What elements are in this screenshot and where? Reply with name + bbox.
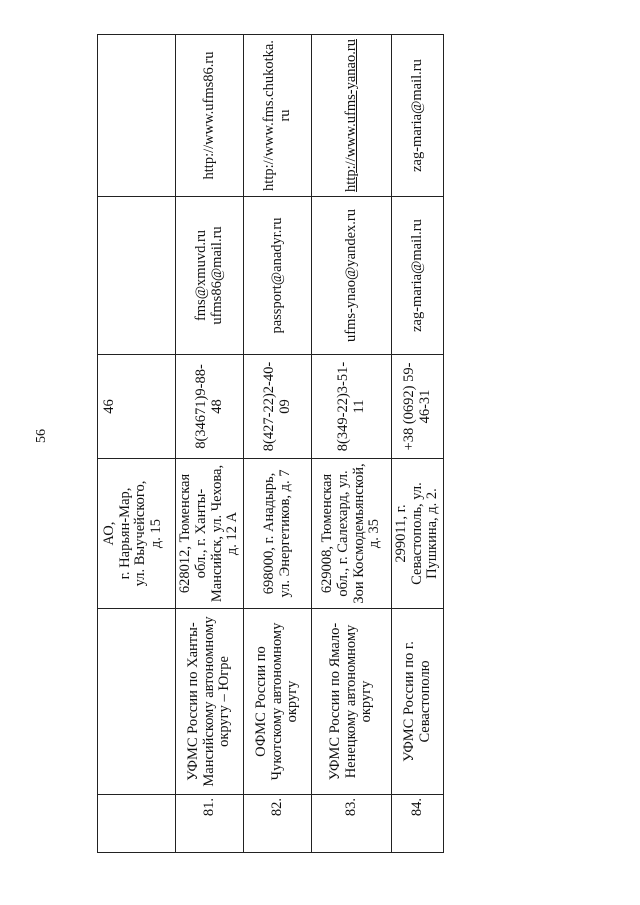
office-name: УФМС России по Ямало-Ненецкому автономному округу bbox=[312, 609, 392, 795]
office-website[interactable] bbox=[312, 35, 392, 197]
office-phone: 8(427-22)2-40-09 bbox=[244, 355, 312, 459]
table-row bbox=[392, 35, 444, 853]
office-email bbox=[98, 197, 176, 355]
page-number: 56 bbox=[34, 429, 49, 443]
contacts-table bbox=[97, 34, 444, 853]
row-number: 84. bbox=[392, 795, 444, 853]
office-name: УФМС России по Ханты-Мансийскому автономному округу – Югре bbox=[176, 609, 244, 795]
office-website[interactable]: zag-maria@mail.ru bbox=[392, 35, 444, 197]
office-address: АО, г. Нарьян-Мар, ул. Выучейского, д. 15 bbox=[98, 459, 176, 609]
office-phone: +38 (0692) 59-46-31 bbox=[392, 355, 444, 459]
office-address: 628012, Тюменская обл., г. Ханты-Мансийск, ул. Чехова, д. 12 А bbox=[176, 459, 244, 609]
office-address: 698000, г. Анадырь, ул. Энергетиков, д. 7 bbox=[244, 459, 312, 609]
row-number: 81. bbox=[176, 795, 244, 853]
table-row bbox=[244, 35, 312, 853]
table-row bbox=[176, 35, 244, 853]
office-website bbox=[98, 35, 176, 197]
row-number bbox=[98, 795, 176, 853]
office-email[interactable]: passport@anadyr.ru bbox=[244, 197, 312, 355]
office-email[interactable]: ufms-ynao@yandex.ru bbox=[312, 197, 392, 355]
office-phone: 8(34671)9-88-48 bbox=[176, 355, 244, 459]
office-phone: 8(349-22)3-51-11 bbox=[312, 355, 392, 459]
office-name: ОФМС России по Чукотскому автономному округу bbox=[244, 609, 312, 795]
office-name: УФМС России по г. Севастополю bbox=[392, 609, 444, 795]
office-address: 629008, Тюменская обл., г. Салехард, ул. Зои Космодемьянской, д. 35 bbox=[312, 459, 392, 609]
row-number: 82. bbox=[244, 795, 312, 853]
table-row bbox=[312, 35, 392, 853]
table-container bbox=[97, 35, 443, 853]
office-address: 299011, г. Севастополь, ул. Пушкина, д. 2. bbox=[392, 459, 444, 609]
website-link[interactable]: http://www.ufms-yanao.ru bbox=[342, 39, 359, 192]
office-website[interactable]: http://www.fms.chukotka.ru bbox=[244, 35, 312, 197]
office-name bbox=[98, 609, 176, 795]
office-email[interactable]: fms@xmuvd.ru ufms86@mail.ru bbox=[176, 197, 244, 355]
office-email[interactable]: zag-maria@mail.ru bbox=[392, 197, 444, 355]
table-row bbox=[98, 35, 176, 853]
office-website[interactable]: http://www.ufms86.ru bbox=[176, 35, 244, 197]
office-phone: 46 bbox=[98, 355, 176, 459]
row-number: 83. bbox=[312, 795, 392, 853]
